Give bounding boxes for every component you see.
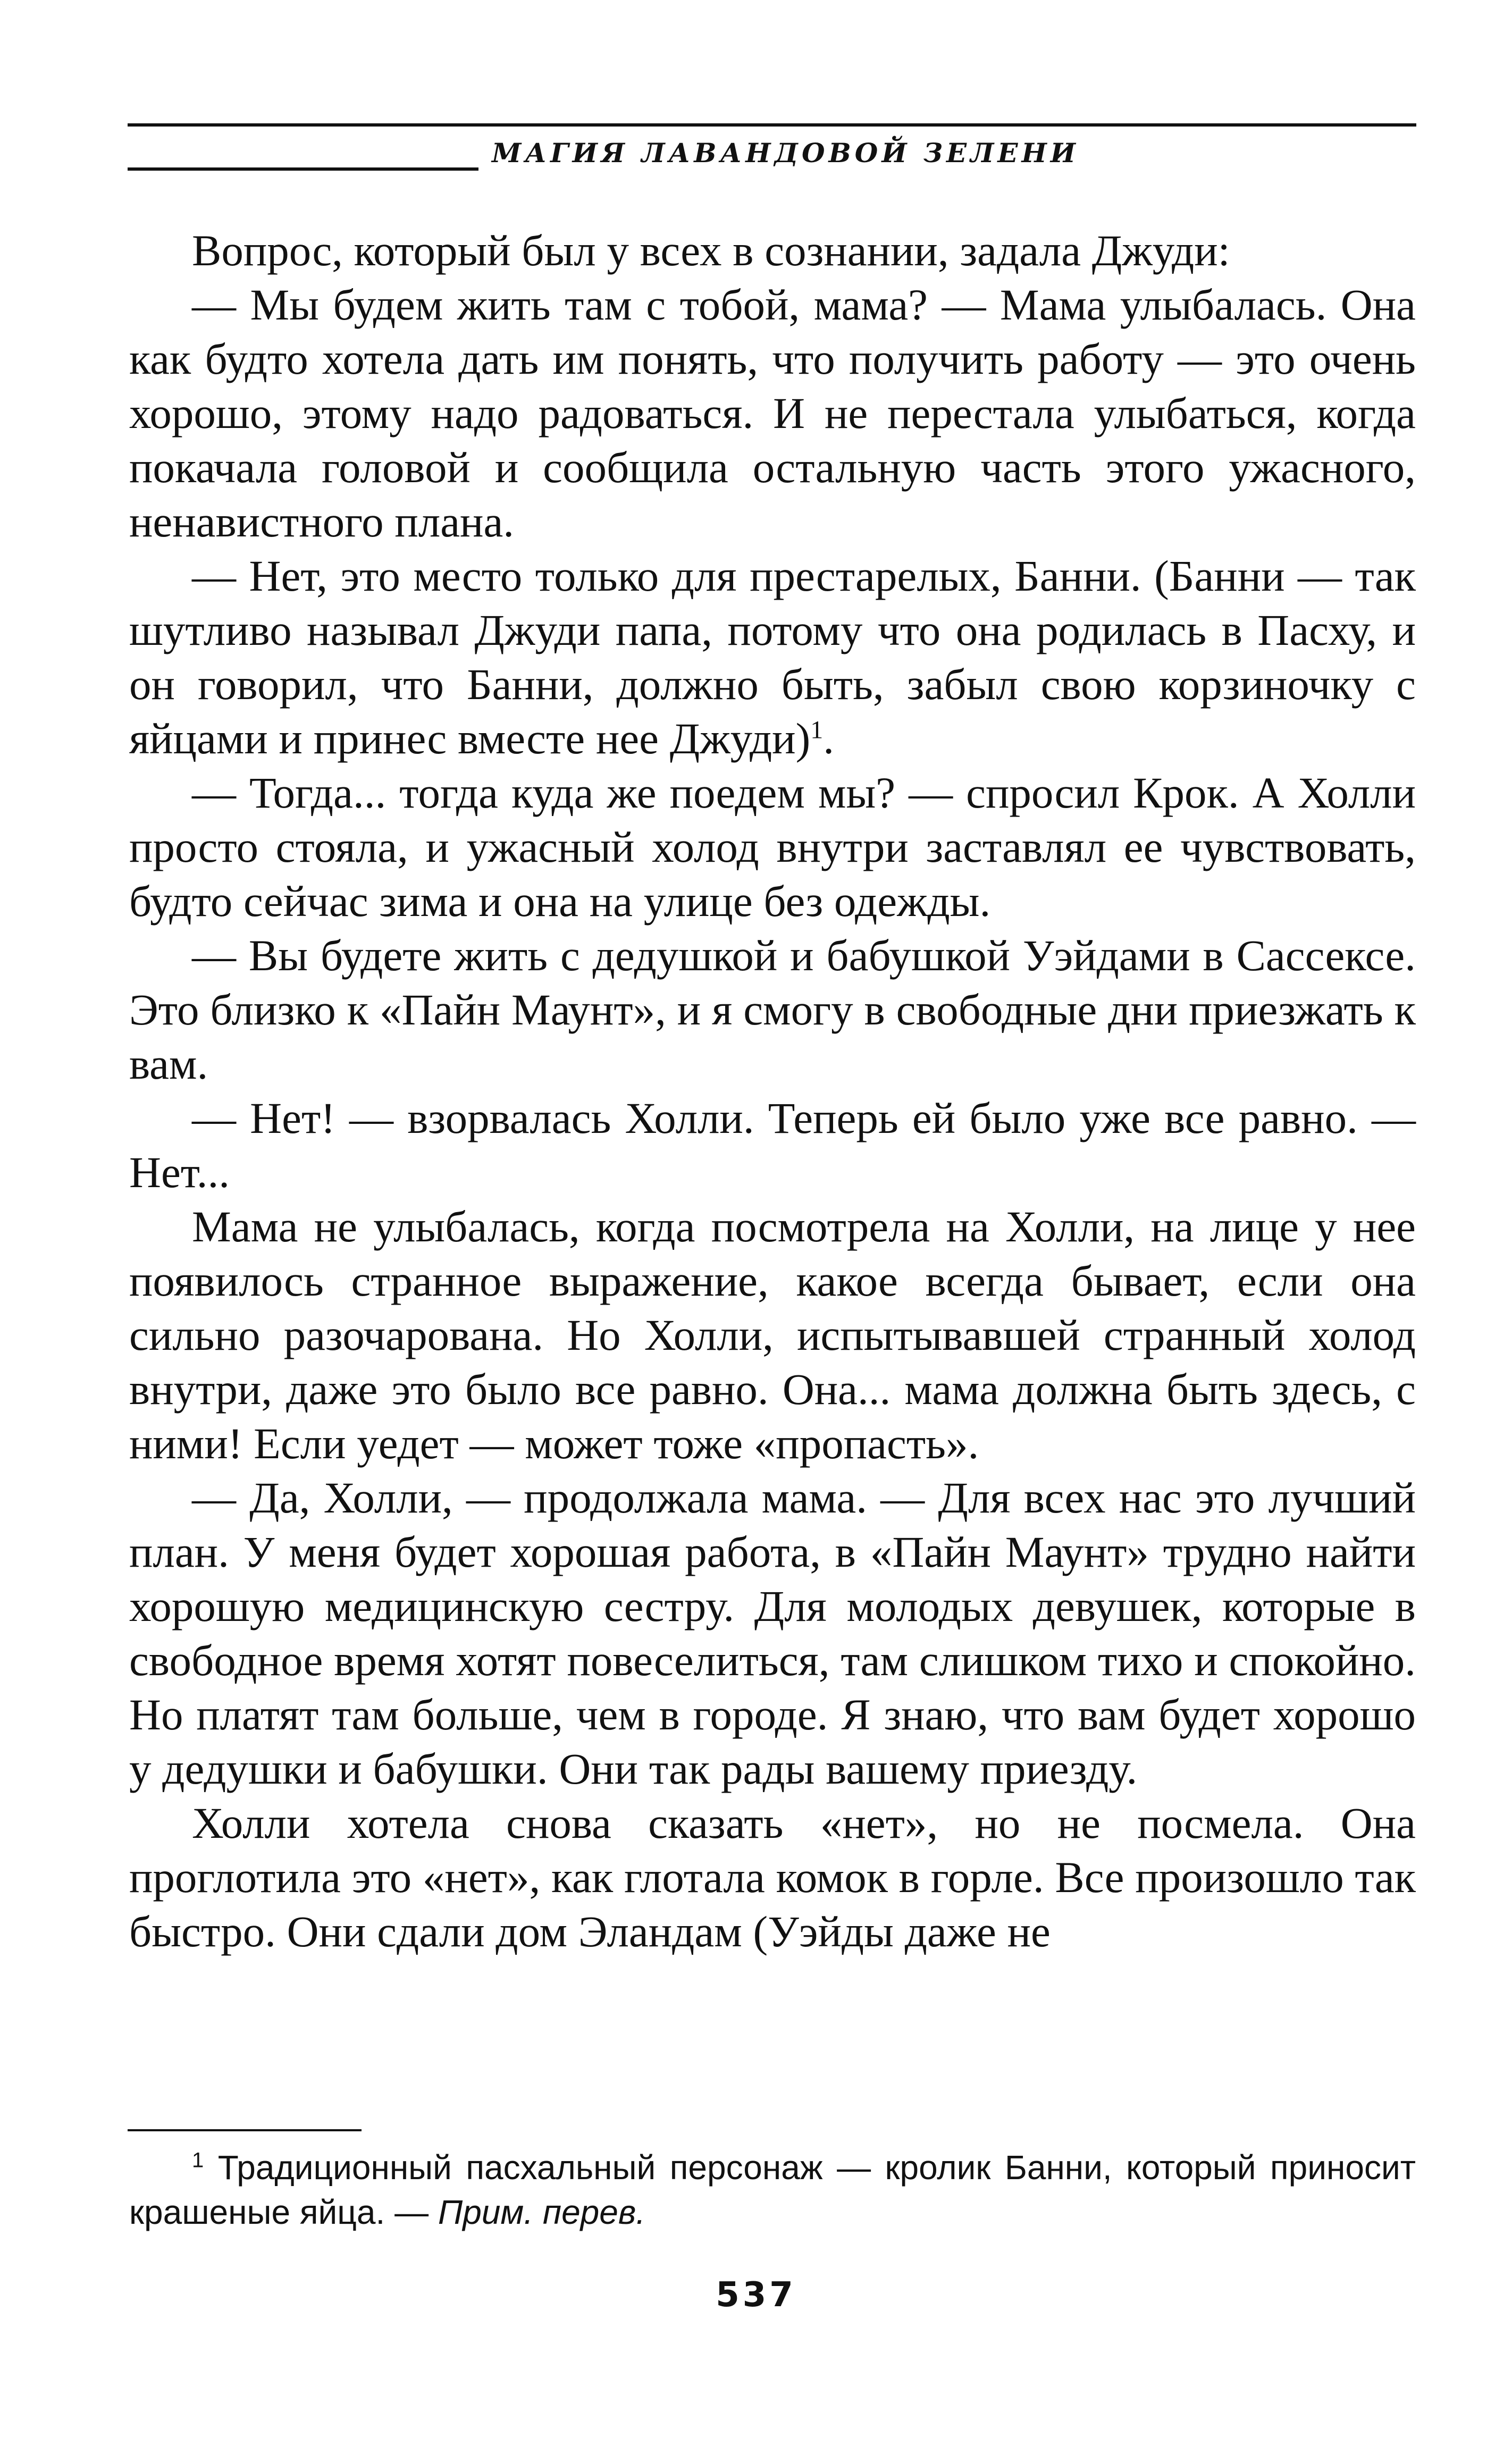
footnote-translator-note: Прим. перев. [438,2193,646,2231]
page-number: 537 [716,2275,796,2315]
footnote-rule [128,2129,362,2131]
paragraph-7: Мама не улыбалась, когда посмотрела на Холли, на лице у нее появилось странное выражение, какое всегда бывает, если она сильно разочарована. Но Холли, испытывавшей странный холод внутри, даже это было все равно. Она... мама должна быть здесь, с ними! Если уедет — может тоже «пропасть». [129,1202,1416,1468]
paragraph-3-text: — Нет, это место только для престарелых, Банни. (Банни — так шутливо называл Джуди папа, потому что она родилась в Пасху, и он говорил, что Банни, должно быть, забыл свою корзиночку с яйцами и принес вместе нее Джуди) [129,551,1416,763]
paragraph-5: — Вы будете жить с дедушкой и бабушкой Уэйдами в Сассексе. Это близко к «Пайн Маунт», и я смогу в свободные дни приезжать к вам. [129,931,1416,1088]
footnote [129,2145,1416,2234]
footnote-text: Традиционный пасхальный персонаж — кролик Банни, который приносит крашеные яйца. — [129,2148,1416,2231]
footnote-reference: 1 [810,716,824,744]
body-text [129,223,1416,1959]
header-top-rule [128,123,1416,127]
footnote-mark: 1 [192,2148,204,2172]
paragraph-6: — Нет! — взорвалась Холли. Теперь ей было уже все равно. — Нет... [129,1094,1416,1197]
paragraph-1: Вопрос, который был у всех в сознании, задала Джуди: [192,226,1230,275]
header-leader-line [128,167,478,171]
paragraph-2: — Мы будем жить там с тобой, мама? — Мама улыбалась. Она как будто хотела дать им понять, что получить работу — это очень хорошо, этому надо радоваться. И не перестала улыбаться, когда покачала головой и сообщила остальную часть этого ужасного, ненавистного плана. [129,280,1416,546]
paragraph-9: Холли хотела снова сказать «нет», но не посмела. Она проглотила это «нет», как глотала комок в горле. Все произошло так быстро. Они сдали дом Эландам (Уэйды даже не [129,1799,1416,1956]
paragraph-3-period: . [823,714,834,763]
paragraph-4: — Тогда... тогда куда же поедем мы? — спросил Крок. А Холли просто стояла, и ужасный холод внутри заставлял ее чувствовать, будто сейчас зима и она на улице без одежды. [129,768,1416,926]
paragraph-8: — Да, Холли, — продолжала мама. — Для всех нас это лучший план. У меня будет хорошая работа, в «Пайн Маунт» трудно найти хорошую медицинскую сестру. Для молодых девушек, которые в свободное время хотят повеселиться, там слишком тихо и спокойно. Но платят там больше, чем в городе. Я знаю, что вам будет хорошо у дедушки и бабушки. Они так рады вашему приезду. [129,1473,1416,1793]
running-head: МАГИЯ ЛАВАНДОВОЙ ЗЕЛЕНИ [492,137,1079,169]
paragraph-3 [129,549,1416,766]
